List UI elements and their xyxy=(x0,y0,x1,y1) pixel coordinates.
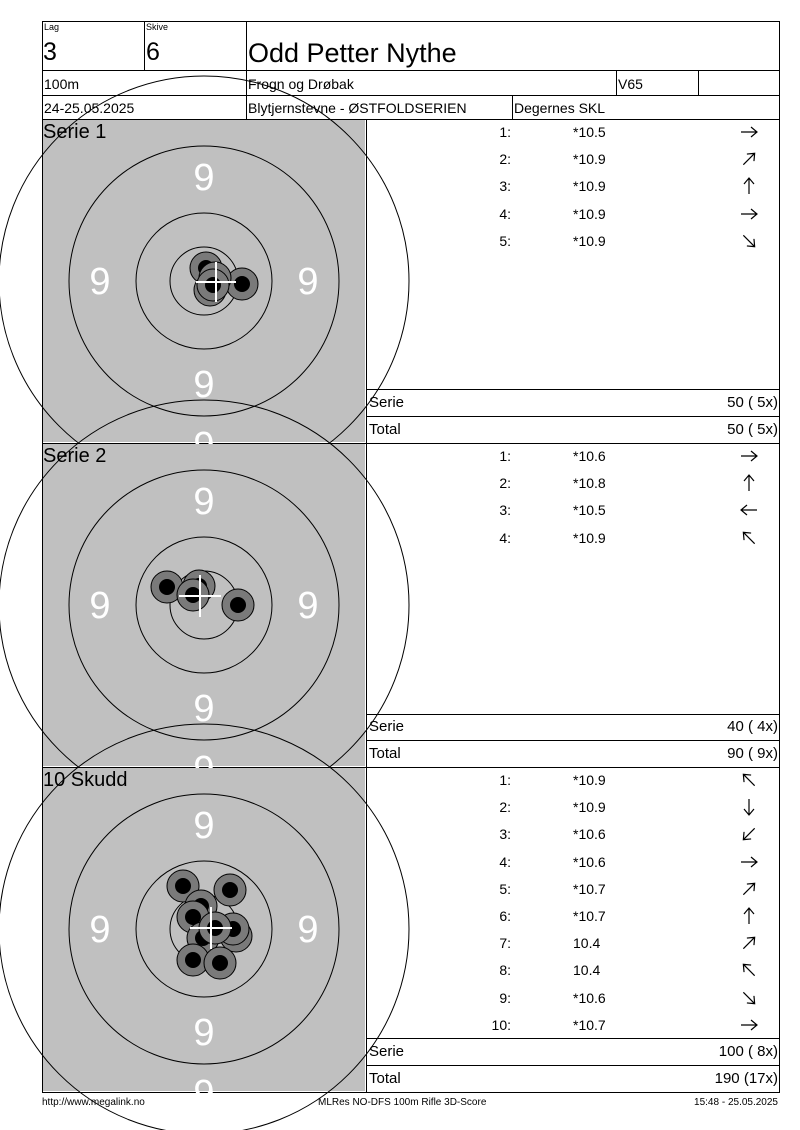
ring-number-right: 9 xyxy=(297,585,319,627)
shot-score: *10.6 xyxy=(573,448,606,464)
shot-score: *10.7 xyxy=(573,880,606,897)
s3-serie-border xyxy=(366,1038,780,1039)
shot-row xyxy=(481,176,779,196)
shot-number: 8: xyxy=(499,962,511,979)
footer-url[interactable]: http://www.megalink.no xyxy=(42,1097,145,1108)
svg-text:9: 9 xyxy=(193,1073,215,1115)
direction-arrow-icon xyxy=(739,960,759,980)
shot-row xyxy=(481,933,779,953)
header-divider-skive xyxy=(246,21,247,119)
header-divider-lag xyxy=(144,21,145,70)
shot-number: 4: xyxy=(499,853,511,870)
footer-timestamp: 15:48 - 25.05.2025 xyxy=(694,1097,778,1108)
direction-arrow-icon xyxy=(739,231,759,251)
direction-arrow-icon xyxy=(739,906,759,926)
shot-score: *10.9 xyxy=(573,151,606,168)
ring-number-bottom: 9 xyxy=(193,364,215,406)
shot-number: 1: xyxy=(499,772,511,788)
s1-serie-value: 50 ( 5x) xyxy=(727,394,778,411)
shot-row xyxy=(481,446,779,466)
shot-number: 7: xyxy=(499,935,511,952)
date: 24-25.05.2025 xyxy=(44,100,135,116)
header-row1-border xyxy=(42,70,780,71)
shooter-class: V65 xyxy=(618,76,643,92)
direction-arrow-icon xyxy=(739,988,759,1008)
direction-arrow-icon xyxy=(739,473,759,493)
ring-number-left: 9 xyxy=(89,261,111,303)
direction-arrow-icon xyxy=(739,1015,759,1035)
s3-total-value: 190 (17x) xyxy=(714,1070,778,1087)
shot-row xyxy=(481,204,779,224)
club: Frogn og Drøbak xyxy=(248,76,354,92)
shot-number: 3: xyxy=(499,178,511,195)
shot-number: 9: xyxy=(499,989,511,1006)
page-right-border xyxy=(779,21,780,1093)
direction-arrow-icon xyxy=(739,933,759,953)
s2-total-value: 90 ( 9x) xyxy=(727,745,778,762)
shot-row xyxy=(481,473,779,493)
shot-row xyxy=(481,988,779,1008)
shot-score: *10.9 xyxy=(573,205,606,222)
s1-serie-border xyxy=(366,389,780,390)
ring-number-right: 9 xyxy=(297,261,319,303)
shot-score: *10.9 xyxy=(573,178,606,195)
shot-row xyxy=(481,500,779,520)
shot-row xyxy=(481,122,779,142)
ring-number-bottom: 9 xyxy=(193,1012,215,1054)
shot-number: 4: xyxy=(499,529,511,546)
direction-arrow-icon xyxy=(739,149,759,169)
lag-label: Lag xyxy=(44,22,60,32)
organizer: Degernes SKL xyxy=(514,100,606,116)
header-row2-border xyxy=(42,95,780,96)
s1-total-label: Total xyxy=(369,421,401,438)
direction-arrow-icon xyxy=(739,770,759,790)
s2-total-label: Total xyxy=(369,745,401,762)
shot-row xyxy=(481,879,779,899)
shot-number: 1: xyxy=(499,448,511,464)
header-divider-class xyxy=(698,70,699,95)
direction-arrow-icon xyxy=(739,797,759,817)
shot-score: *10.6 xyxy=(573,853,606,870)
shot-number: 5: xyxy=(499,880,511,897)
s3-total-border xyxy=(366,1065,780,1066)
shot-row xyxy=(481,528,779,548)
skive-label: Skive xyxy=(146,22,169,32)
ring-number-left: 9 xyxy=(89,909,111,951)
event-name: Blytjernstevne - ØSTFOLDSERIEN xyxy=(248,100,467,116)
ring-number-top: 9 xyxy=(193,481,215,523)
shooter-name: Odd Petter Nythe xyxy=(248,38,457,68)
shot-score: *10.7 xyxy=(573,1016,606,1033)
shot-row xyxy=(481,149,779,169)
shot-row xyxy=(481,231,779,251)
s3-total-label: Total xyxy=(369,1070,401,1087)
shot-score: *10.5 xyxy=(573,502,606,519)
direction-arrow-icon xyxy=(739,824,759,844)
shot-number: 2: xyxy=(499,799,511,816)
shot-number: 6: xyxy=(499,908,511,924)
shot-number: 2: xyxy=(499,475,511,492)
shot-row xyxy=(481,906,779,926)
direction-arrow-icon xyxy=(739,852,759,872)
section-title-1: Serie 1 xyxy=(43,121,107,143)
footer-software: MLRes NO-DFS 100m Rifle 3D-Score xyxy=(318,1097,487,1108)
distance: 100m xyxy=(44,76,80,92)
ring-number-top: 9 xyxy=(193,157,215,199)
s2-serie-border xyxy=(366,714,780,715)
shot-number: 10: xyxy=(491,1016,511,1033)
direction-arrow-icon xyxy=(739,446,759,466)
s1-total-border xyxy=(366,416,780,417)
s2-serie-label: Serie xyxy=(369,718,405,735)
shot-score: *10.9 xyxy=(573,772,606,788)
shot-score: *10.5 xyxy=(573,124,606,140)
shot-number: 4: xyxy=(499,205,511,222)
s1-total-value: 50 ( 5x) xyxy=(727,421,778,438)
shot-hole xyxy=(204,947,236,979)
shot-score: 10.4 xyxy=(573,962,601,979)
shot-row xyxy=(481,1015,779,1035)
section3-bottom-border xyxy=(42,1092,780,1093)
target-column-divider xyxy=(366,119,367,1092)
ring-number-right: 9 xyxy=(297,909,319,951)
ring-number-top: 9 xyxy=(193,805,215,847)
shot-hole xyxy=(226,268,258,300)
direction-arrow-icon xyxy=(739,528,759,548)
shot-row xyxy=(481,797,779,817)
section-title-2: Serie 2 xyxy=(43,445,107,467)
shot-score: *10.7 xyxy=(573,908,606,924)
shot-number: 3: xyxy=(499,502,511,519)
s3-serie-label: Serie xyxy=(369,1043,405,1060)
s3-serie-value: 100 ( 8x) xyxy=(718,1043,778,1060)
shot-hole xyxy=(197,269,229,301)
shot-hole xyxy=(222,589,254,621)
direction-arrow-icon xyxy=(739,176,759,196)
direction-arrow-icon xyxy=(739,500,759,520)
shot-number: 1: xyxy=(499,124,511,140)
ring-number-bottom: 9 xyxy=(193,688,215,730)
header-divider-club xyxy=(616,70,617,95)
shot-row xyxy=(481,960,779,980)
shot-score: *10.6 xyxy=(573,989,606,1006)
direction-arrow-icon xyxy=(739,204,759,224)
shot-score: 10.4 xyxy=(573,935,601,952)
s1-serie-label: Serie xyxy=(369,394,405,411)
header-divider-event xyxy=(512,95,513,119)
direction-arrow-icon xyxy=(739,122,759,142)
target-serie-2 xyxy=(43,444,365,766)
shot-score: *10.9 xyxy=(573,799,606,816)
shot-score: *10.9 xyxy=(573,232,606,249)
s2-serie-value: 40 ( 4x) xyxy=(727,718,778,735)
direction-arrow-icon xyxy=(739,879,759,899)
section-title-3: 10 Skudd xyxy=(43,769,128,791)
skive-value: 6 xyxy=(146,38,160,66)
ring-number-left: 9 xyxy=(89,585,111,627)
shot-number: 3: xyxy=(499,826,511,843)
shot-row xyxy=(481,824,779,844)
shot-score: *10.9 xyxy=(573,529,606,546)
shot-score: *10.6 xyxy=(573,826,606,843)
shot-row xyxy=(481,852,779,872)
shot-row xyxy=(481,770,779,790)
shot-hole xyxy=(214,874,246,906)
s2-total-border xyxy=(366,740,780,741)
shot-number: 5: xyxy=(499,232,511,249)
shot-number: 2: xyxy=(499,151,511,168)
lag-value: 3 xyxy=(43,38,57,66)
shot-score: *10.8 xyxy=(573,475,606,492)
target-serie-1 xyxy=(43,120,365,442)
